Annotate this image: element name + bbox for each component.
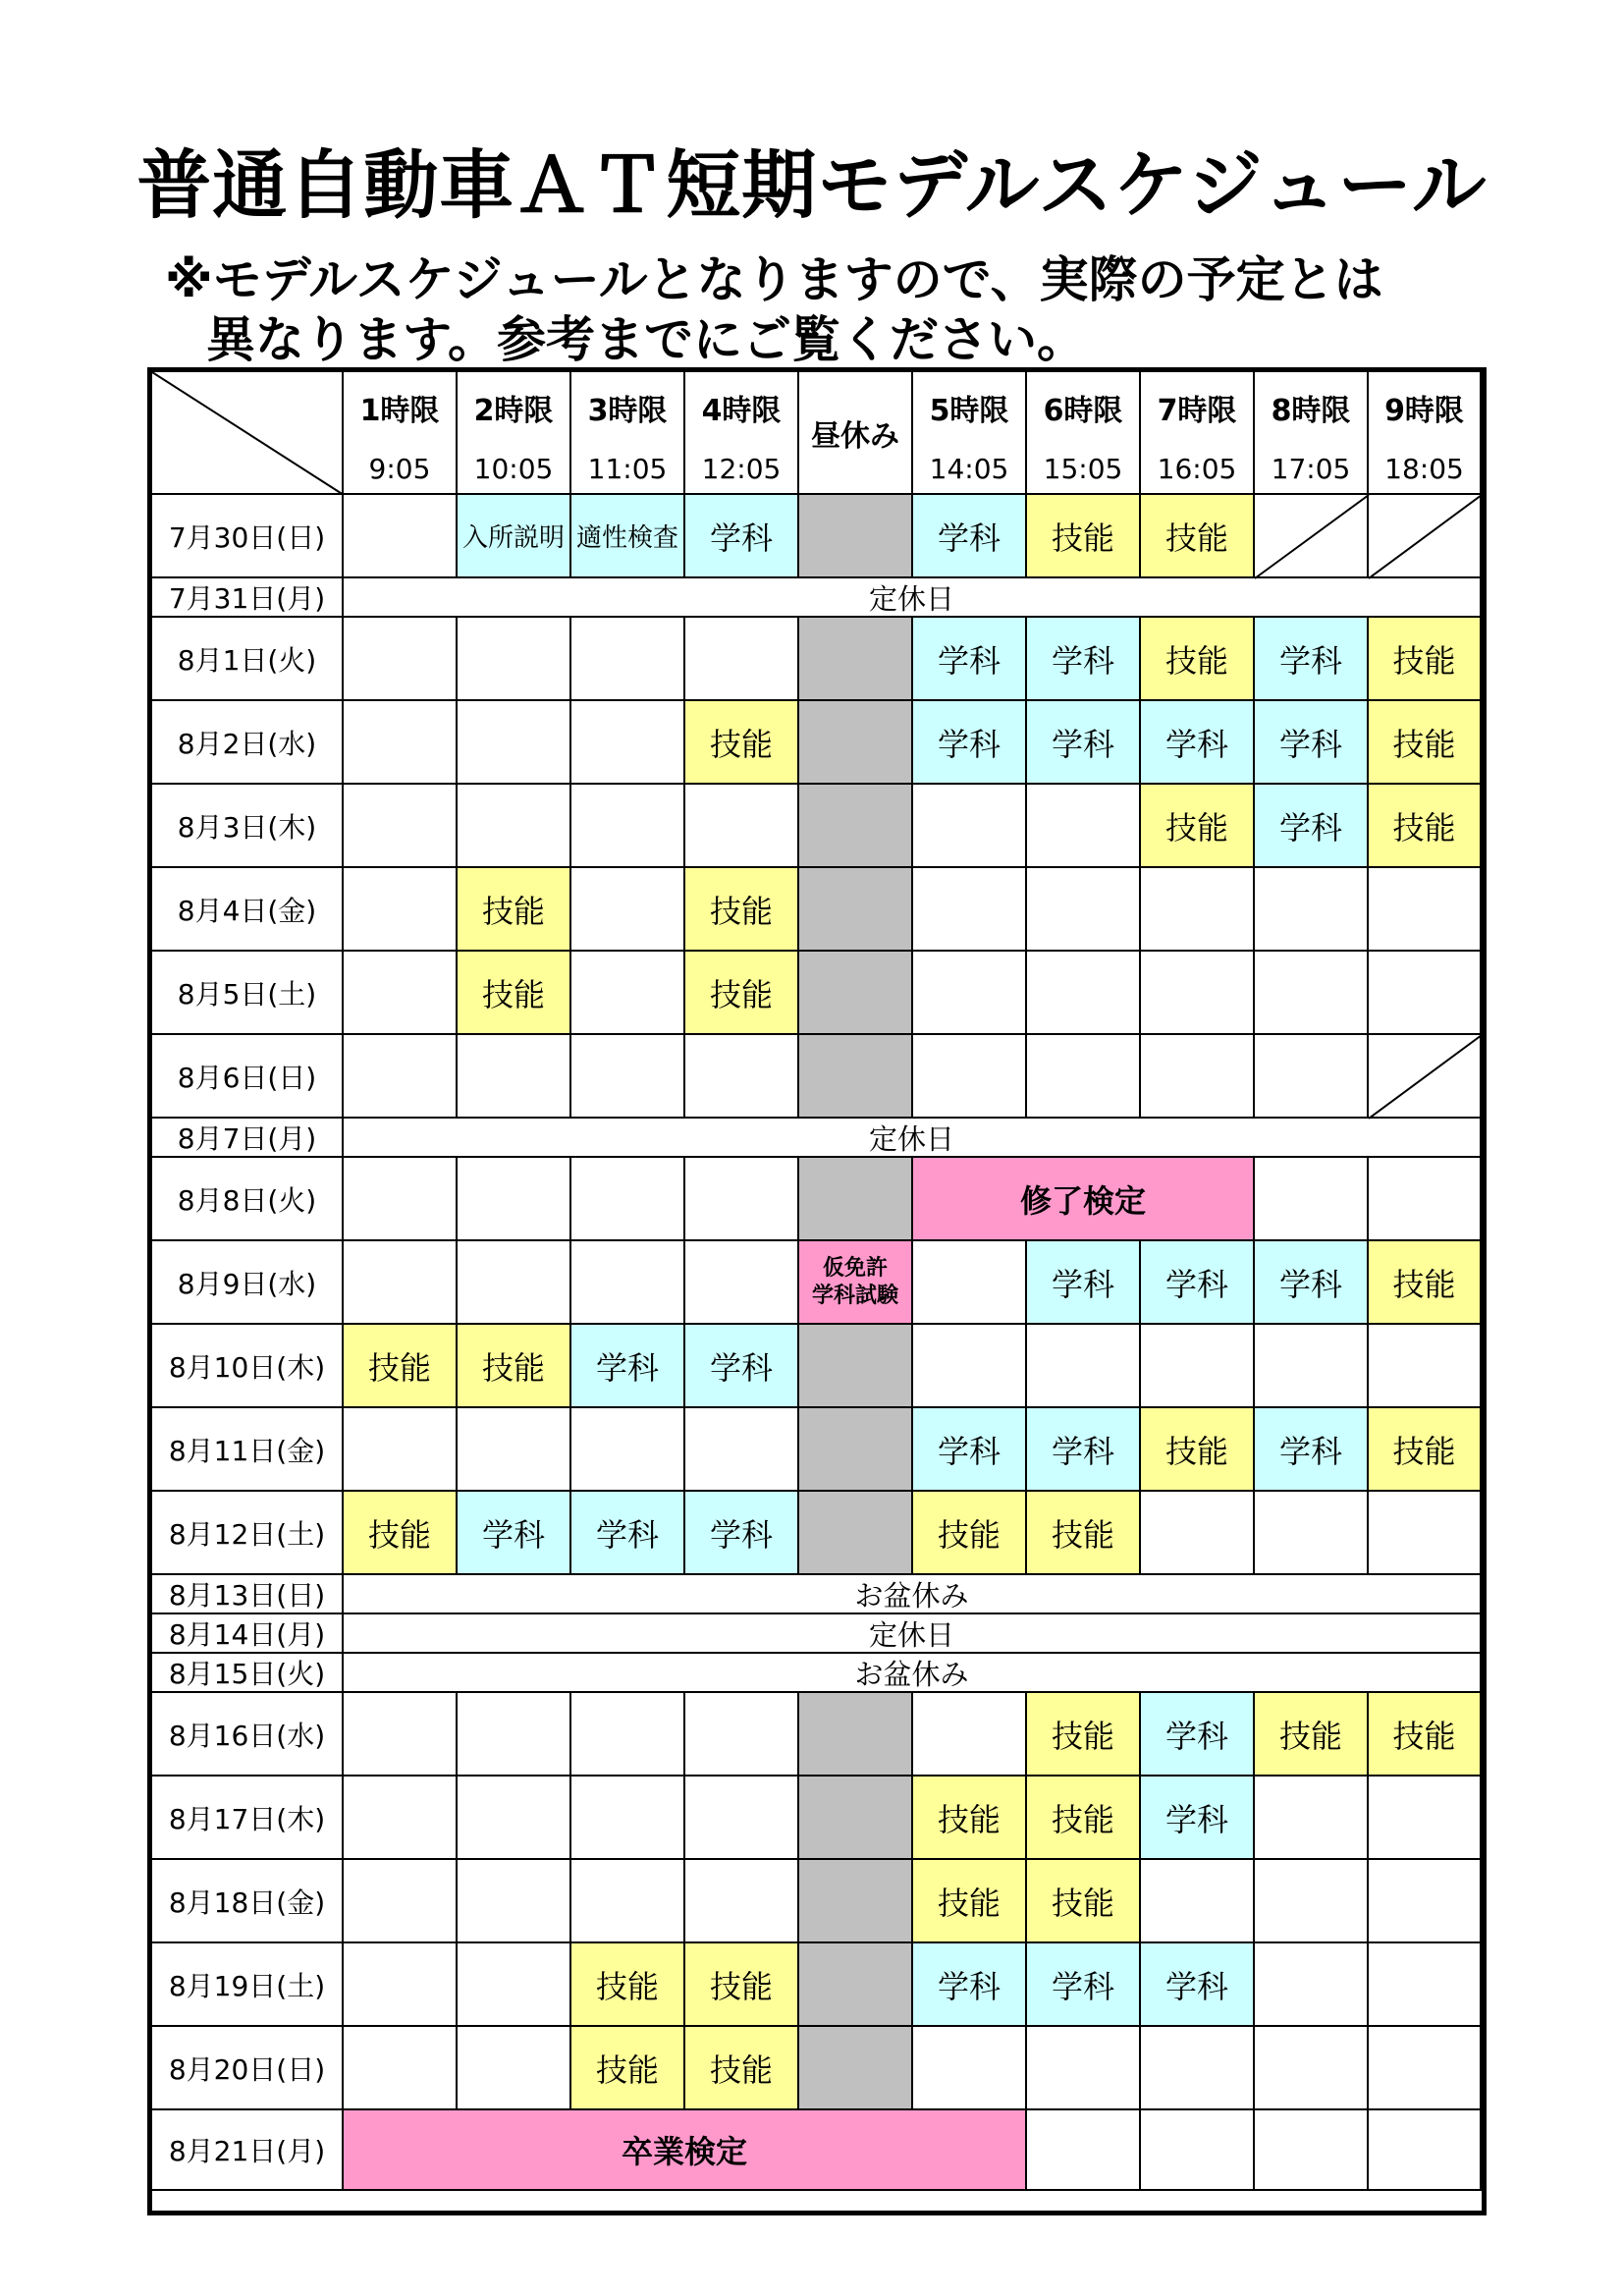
- period-header-9: [1369, 372, 1482, 495]
- period-label: 1時限: [359, 394, 440, 428]
- period-label: 9時限: [1384, 394, 1464, 428]
- period-header-1: [344, 372, 458, 495]
- class-cell: 適性検査: [571, 495, 685, 578]
- empty-cell: [344, 701, 458, 785]
- empty-cell: [1027, 1035, 1141, 1119]
- period-time: 16:05: [1157, 453, 1237, 485]
- empty-cell: [458, 1158, 571, 1241]
- gakka-cell: 学科: [913, 1943, 1027, 2027]
- empty-cell: [571, 1777, 685, 1860]
- date-cell: 8月14日(月): [152, 1614, 344, 1654]
- closed-day-cell: 定休日: [344, 1119, 1482, 1158]
- empty-cell: [571, 785, 685, 868]
- empty-cell: [1369, 1943, 1482, 2027]
- closed-day-cell: 定休日: [344, 578, 1482, 618]
- empty-cell: [344, 785, 458, 868]
- ginou-cell: 技能: [1027, 1860, 1141, 1943]
- ginou-cell: 技能: [1027, 495, 1141, 578]
- empty-cell: [1255, 1035, 1369, 1119]
- empty-cell: [685, 1158, 799, 1241]
- ginou-cell: 技能: [1369, 785, 1482, 868]
- empty-cell: [458, 2027, 571, 2110]
- empty-cell: [1369, 1325, 1482, 1408]
- empty-cell: [913, 1693, 1027, 1777]
- empty-cell: [685, 1693, 799, 1777]
- period-label: 6時限: [1043, 394, 1123, 428]
- period-time: 12:05: [701, 453, 782, 485]
- empty-cell: [1255, 2110, 1369, 2191]
- empty-cell: [344, 1860, 458, 1943]
- empty-cell: [685, 1860, 799, 1943]
- no-class-cell: [1255, 495, 1369, 578]
- empty-cell: [1141, 868, 1255, 952]
- no-class-cell: [1369, 1035, 1482, 1119]
- empty-cell: [344, 1777, 458, 1860]
- empty-cell: [1369, 868, 1482, 952]
- empty-cell: [344, 1943, 458, 2027]
- empty-cell: [344, 2027, 458, 2110]
- date-cell: 8月12日(土): [152, 1492, 344, 1575]
- period-header-5: [913, 372, 1027, 495]
- gakka-cell: 学科: [458, 1492, 571, 1575]
- gakka-cell: 学科: [1141, 1943, 1255, 2027]
- empty-cell: [344, 1693, 458, 1777]
- ginou-cell: 技能: [458, 868, 571, 952]
- ginou-cell: 技能: [344, 1325, 458, 1408]
- ginou-cell: 技能: [685, 2027, 799, 2110]
- empty-cell: [685, 785, 799, 868]
- provisional-exam-cell: 仮免許 学科試験: [799, 1241, 913, 1325]
- date-cell: 8月3日(木): [152, 785, 344, 868]
- date-cell: 8月5日(土): [152, 952, 344, 1035]
- date-cell: 8月6日(日): [152, 1035, 344, 1119]
- empty-cell: [1141, 952, 1255, 1035]
- empty-cell: [458, 785, 571, 868]
- empty-cell: [571, 1408, 685, 1492]
- date-cell: 8月20日(日): [152, 2027, 344, 2110]
- ginou-cell: 技能: [685, 952, 799, 1035]
- date-cell: 7月30日(日): [152, 495, 344, 578]
- gakka-cell: 学科: [1255, 618, 1369, 701]
- empty-cell: [458, 618, 571, 701]
- empty-cell: [1141, 1860, 1255, 1943]
- empty-cell: [458, 1035, 571, 1119]
- gakka-cell: 学科: [1027, 1241, 1141, 1325]
- no-class-cell: [1369, 495, 1482, 578]
- gakka-cell: 学科: [1141, 701, 1255, 785]
- lunch-cell: [799, 1860, 913, 1943]
- graduation-exam-cell: 卒業検定: [344, 2110, 1027, 2191]
- date-cell: 7月31日(月): [152, 578, 344, 618]
- gakka-cell: 学科: [1141, 1777, 1255, 1860]
- ginou-cell: 技能: [1141, 1408, 1255, 1492]
- ginou-cell: 技能: [571, 1943, 685, 2027]
- lunch-cell: [799, 1777, 913, 1860]
- empty-cell: [1369, 1158, 1482, 1241]
- gakka-cell: 学科: [571, 1325, 685, 1408]
- lunch-cell: [799, 785, 913, 868]
- lunch-cell: [799, 1325, 913, 1408]
- ginou-cell: 技能: [1369, 618, 1482, 701]
- date-cell: 8月16日(水): [152, 1693, 344, 1777]
- empty-cell: [1255, 1943, 1369, 2027]
- date-cell: 8月19日(土): [152, 1943, 344, 2027]
- period-label: 2時限: [473, 394, 554, 428]
- empty-cell: [571, 701, 685, 785]
- gakka-cell: 学科: [1027, 1943, 1141, 2027]
- lunch-cell: [799, 1693, 913, 1777]
- closed-day-cell: 定休日: [344, 1614, 1482, 1654]
- empty-cell: [458, 1860, 571, 1943]
- empty-cell: [1027, 952, 1141, 1035]
- period-header-3: [571, 372, 685, 495]
- gakka-cell: 学科: [913, 1408, 1027, 1492]
- empty-cell: [1027, 785, 1141, 868]
- lunch-cell: [799, 1035, 913, 1119]
- empty-cell: [571, 1860, 685, 1943]
- ginou-cell: 技能: [1141, 785, 1255, 868]
- empty-cell: [1369, 2027, 1482, 2110]
- period-time: 14:05: [929, 453, 1009, 485]
- period-time: 10:05: [473, 453, 554, 485]
- ginou-cell: 技能: [1369, 1408, 1482, 1492]
- empty-cell: [1255, 1492, 1369, 1575]
- schedule-note: [165, 250, 1383, 370]
- period-header-4: [685, 372, 799, 495]
- date-cell: 8月9日(水): [152, 1241, 344, 1325]
- empty-cell: [458, 1777, 571, 1860]
- ginou-cell: 技能: [344, 1492, 458, 1575]
- ginou-cell: 技能: [458, 1325, 571, 1408]
- gakka-cell: 学科: [1141, 1693, 1255, 1777]
- lunch-cell: [799, 495, 913, 578]
- empty-cell: [685, 1241, 799, 1325]
- empty-cell: [571, 1241, 685, 1325]
- empty-cell: [344, 1408, 458, 1492]
- ginou-cell: 技能: [1255, 1693, 1369, 1777]
- period-label: 5時限: [929, 394, 1009, 428]
- ginou-cell: 技能: [458, 952, 571, 1035]
- empty-cell: [1255, 1158, 1369, 1241]
- gakka-cell: 学科: [1255, 785, 1369, 868]
- empty-cell: [571, 1693, 685, 1777]
- schedule-table: [147, 367, 1487, 2215]
- empty-cell: [344, 868, 458, 952]
- date-cell: 8月13日(日): [152, 1575, 344, 1614]
- ginou-cell: 技能: [685, 1943, 799, 2027]
- empty-cell: [344, 1158, 458, 1241]
- header-corner-cell: [152, 372, 344, 495]
- empty-cell: [1027, 2110, 1141, 2191]
- empty-cell: [1141, 1492, 1255, 1575]
- empty-cell: [458, 701, 571, 785]
- empty-cell: [1027, 1325, 1141, 1408]
- empty-cell: [344, 618, 458, 701]
- lunch-cell: [799, 618, 913, 701]
- ginou-cell: 技能: [685, 701, 799, 785]
- ginou-cell: 技能: [1027, 1492, 1141, 1575]
- empty-cell: [913, 785, 1027, 868]
- empty-cell: [1255, 868, 1369, 952]
- gakka-cell: 学科: [913, 495, 1027, 578]
- empty-cell: [571, 1035, 685, 1119]
- ginou-cell: 技能: [913, 1860, 1027, 1943]
- gakka-cell: 学科: [571, 1492, 685, 1575]
- date-cell: 8月2日(水): [152, 701, 344, 785]
- closed-day-cell: お盆休み: [344, 1575, 1482, 1614]
- empty-cell: [344, 952, 458, 1035]
- ginou-cell: 技能: [1369, 701, 1482, 785]
- exam-cell: 修了検定: [913, 1158, 1255, 1241]
- empty-cell: [1027, 2027, 1141, 2110]
- empty-cell: [1369, 2110, 1482, 2191]
- gakka-cell: 学科: [1027, 701, 1141, 785]
- empty-cell: [913, 1241, 1027, 1325]
- date-cell: 8月10日(木): [152, 1325, 344, 1408]
- empty-cell: [458, 1693, 571, 1777]
- empty-cell: [1255, 2027, 1369, 2110]
- empty-cell: [571, 618, 685, 701]
- empty-cell: [1255, 1325, 1369, 1408]
- empty-cell: [685, 618, 799, 701]
- empty-cell: [913, 1325, 1027, 1408]
- empty-cell: [1141, 2027, 1255, 2110]
- lunch-header: 昼休み: [799, 372, 913, 495]
- empty-cell: [913, 2027, 1027, 2110]
- page-title: 普通自動車ＡＴ短期モデルスケジュール: [136, 141, 1488, 229]
- lunch-cell: [799, 1492, 913, 1575]
- empty-cell: [1255, 1860, 1369, 1943]
- empty-cell: [685, 1777, 799, 1860]
- period-time: 9:05: [368, 453, 431, 485]
- note-line-1: ※モデルスケジュールとなりますので、実際の予定とは: [165, 251, 1383, 308]
- period-header-6: [1027, 372, 1141, 495]
- class-cell: 入所説明: [458, 495, 571, 578]
- empty-cell: [458, 1408, 571, 1492]
- gakka-cell: 学科: [685, 1492, 799, 1575]
- gakka-cell: 学科: [1027, 618, 1141, 701]
- ginou-cell: 技能: [913, 1492, 1027, 1575]
- period-header-8: [1255, 372, 1369, 495]
- period-time: 15:05: [1043, 453, 1123, 485]
- lunch-cell: [799, 2027, 913, 2110]
- date-cell: 8月11日(金): [152, 1408, 344, 1492]
- empty-cell: [1255, 1777, 1369, 1860]
- gakka-cell: 学科: [685, 1325, 799, 1408]
- empty-cell: [344, 495, 458, 578]
- date-cell: 8月4日(金): [152, 868, 344, 952]
- date-cell: 8月17日(木): [152, 1777, 344, 1860]
- empty-cell: [344, 1035, 458, 1119]
- date-cell: 8月15日(火): [152, 1654, 344, 1693]
- lunch-cell: [799, 701, 913, 785]
- empty-cell: [1027, 868, 1141, 952]
- period-header-2: [458, 372, 571, 495]
- empty-cell: [1369, 1492, 1482, 1575]
- date-cell: 8月8日(火): [152, 1158, 344, 1241]
- ginou-cell: 技能: [1141, 618, 1255, 701]
- ginou-cell: 技能: [1369, 1241, 1482, 1325]
- empty-cell: [458, 1241, 571, 1325]
- empty-cell: [1255, 952, 1369, 1035]
- empty-cell: [913, 868, 1027, 952]
- period-time: 11:05: [587, 453, 668, 485]
- gakka-cell: 学科: [1141, 1241, 1255, 1325]
- empty-cell: [571, 952, 685, 1035]
- empty-cell: [685, 1408, 799, 1492]
- empty-cell: [913, 1035, 1027, 1119]
- lunch-cell: [799, 868, 913, 952]
- empty-cell: [571, 1158, 685, 1241]
- gakka-cell: 学科: [1255, 1241, 1369, 1325]
- empty-cell: [1369, 952, 1482, 1035]
- ginou-cell: 技能: [571, 2027, 685, 2110]
- period-label: 7時限: [1157, 394, 1237, 428]
- empty-cell: [344, 1241, 458, 1325]
- date-cell: 8月21日(月): [152, 2110, 344, 2191]
- ginou-cell: 技能: [913, 1777, 1027, 1860]
- note-line-2: 異なります。参考までにご覧ください。: [206, 311, 1086, 368]
- period-label: 4時限: [701, 394, 782, 428]
- period-time: 18:05: [1384, 453, 1464, 485]
- empty-cell: [1369, 1777, 1482, 1860]
- empty-cell: [1141, 2110, 1255, 2191]
- ginou-cell: 技能: [1027, 1693, 1141, 1777]
- lunch-cell: [799, 1943, 913, 2027]
- date-cell: 8月1日(火): [152, 618, 344, 701]
- period-header-7: [1141, 372, 1255, 495]
- gakka-cell: 学科: [913, 618, 1027, 701]
- empty-cell: [685, 1035, 799, 1119]
- gakka-cell: 学科: [1255, 701, 1369, 785]
- empty-cell: [1141, 1035, 1255, 1119]
- ginou-cell: 技能: [685, 868, 799, 952]
- lunch-cell: [799, 1408, 913, 1492]
- lunch-cell: [799, 952, 913, 1035]
- empty-cell: [458, 1943, 571, 2027]
- empty-cell: [571, 868, 685, 952]
- date-cell: 8月7日(月): [152, 1119, 344, 1158]
- gakka-cell: 学科: [1255, 1408, 1369, 1492]
- period-label: 3時限: [587, 394, 668, 428]
- period-label: 8時限: [1271, 394, 1351, 428]
- ginou-cell: 技能: [1369, 1693, 1482, 1777]
- ginou-cell: 技能: [1141, 495, 1255, 578]
- lunch-cell: [799, 1158, 913, 1241]
- period-time: 17:05: [1271, 453, 1351, 485]
- empty-cell: [1141, 1325, 1255, 1408]
- empty-cell: [913, 952, 1027, 1035]
- gakka-cell: 学科: [685, 495, 799, 578]
- empty-cell: [1369, 1860, 1482, 1943]
- gakka-cell: 学科: [913, 701, 1027, 785]
- gakka-cell: 学科: [1027, 1408, 1141, 1492]
- closed-day-cell: お盆休み: [344, 1654, 1482, 1693]
- ginou-cell: 技能: [1027, 1777, 1141, 1860]
- date-cell: 8月18日(金): [152, 1860, 344, 1943]
